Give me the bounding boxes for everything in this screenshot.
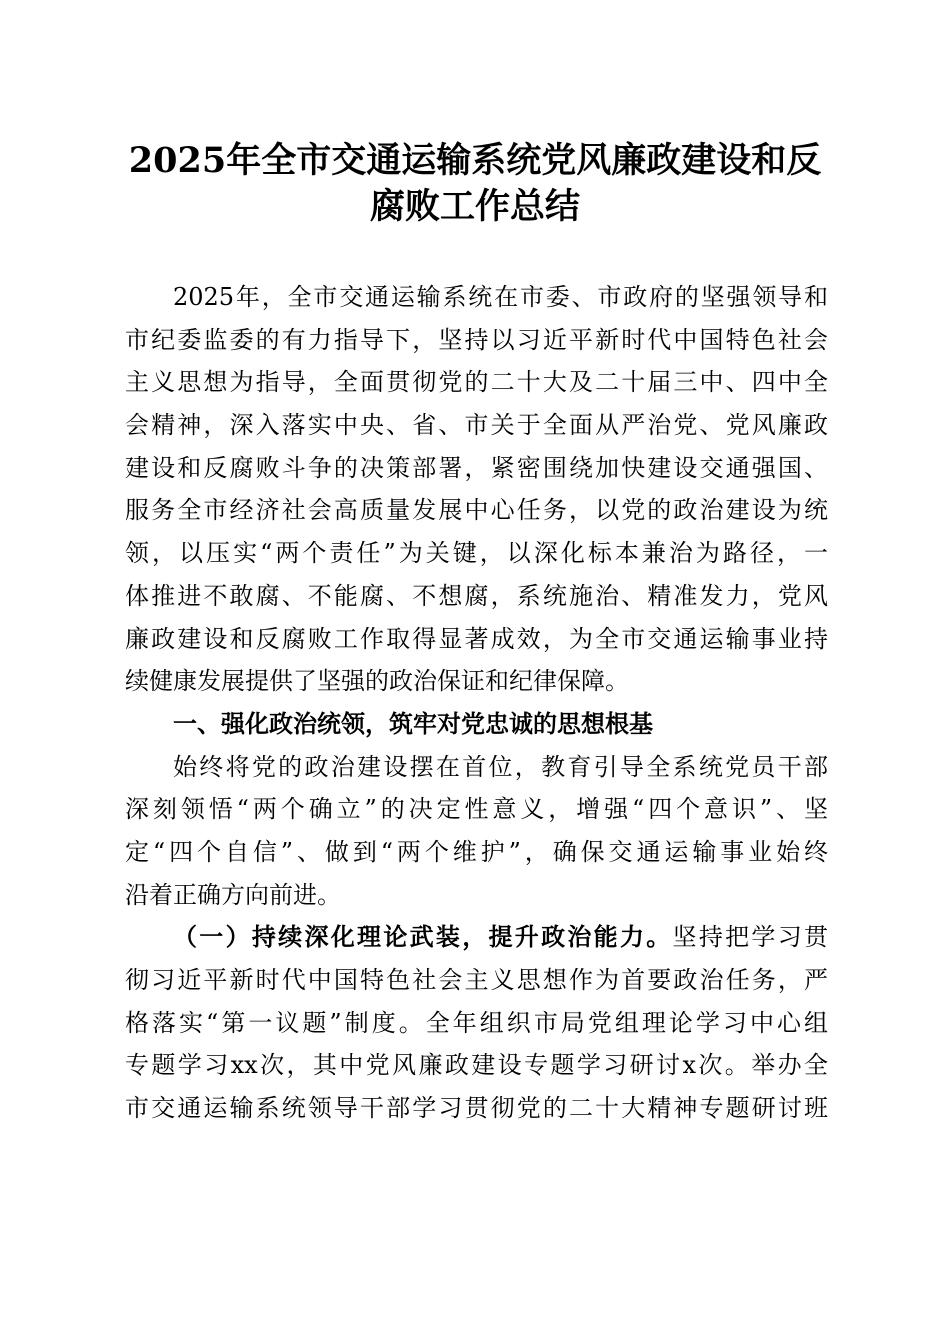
section1-line-2: 深刻领悟“两个确立”的决定性意义，增强“四个意识”、坚 (125, 795, 828, 824)
document-body (125, 276, 828, 1130)
intro-line-2: 市纪委监委的有力指导下，坚持以习近平新时代中国特色社会 (125, 325, 828, 354)
intro-line-7: 领，以压实“两个责任”为关键，以深化标本兼治为路径，一 (125, 539, 828, 568)
title-line-1: 2025年全市交通运输系统党风廉政建设和反 (128, 140, 822, 181)
subsection1-line-5: 市交通运输系统领导干部学习贯彻党的二十大精神专题研讨班 (125, 1094, 828, 1123)
title-line-2: 腐败工作总结 (369, 186, 580, 227)
section1-line-3: 定“四个自信”、做到“两个维护”，确保交通运输事业始终 (125, 837, 828, 866)
subsection-heading-1: （一）持续深化理论武装，提升政治能力。 (173, 922, 673, 952)
section-heading-1: 一、强化政治统领，筑牢对党忠诚的思想根基 (173, 709, 653, 738)
subsection1-line-4: 专题学习xx次，其中党风廉政建设专题学习研讨x次。举办全 (125, 1051, 828, 1080)
intro-line-6: 服务全市经济社会高质量发展中心任务，以党的政治建设为统 (125, 496, 828, 525)
intro-line-4: 会精神，深入落实中央、省、市关于全面从严治党、党风廉政 (125, 411, 828, 440)
intro-line-8: 体推进不敢腐、不能腐、不想腐，系统施治、精准发力，党风 (125, 581, 828, 610)
subsection1-line-1-rest: 坚持把学习贯 (672, 923, 829, 952)
section1-line-1: 始终将党的政治建设摆在首位，教育引导全系统党员干部 (173, 752, 828, 781)
intro-line-5: 建设和反腐败斗争的决策部署，紧密围绕加快建设交通强国、 (125, 453, 828, 482)
intro-line-1: 2025年，全市交通运输系统在市委、市政府的坚强领导和 (173, 283, 828, 311)
subsection1-line-2: 彻习近平新时代中国特色社会主义思想作为首要政治任务，严 (125, 966, 828, 994)
section1-line-4: 沿着正确方向前进。 (125, 880, 341, 909)
intro-line-3: 主义思想为指导，全面贯彻党的二十大及二十届三中、四中全 (125, 368, 828, 397)
document-title (120, 138, 830, 230)
intro-line-10: 续健康发展提供了坚强的政治保证和纪律保障。 (125, 667, 629, 696)
intro-line-9: 廉政建设和反腐败工作取得显著成效，为全市交通运输事业持 (125, 624, 828, 653)
subsection1-line-3: 格落实“第一议题”制度。全年组织市局党组理论学习中心组 (125, 1008, 828, 1037)
subsection1-line-1 (125, 916, 828, 959)
